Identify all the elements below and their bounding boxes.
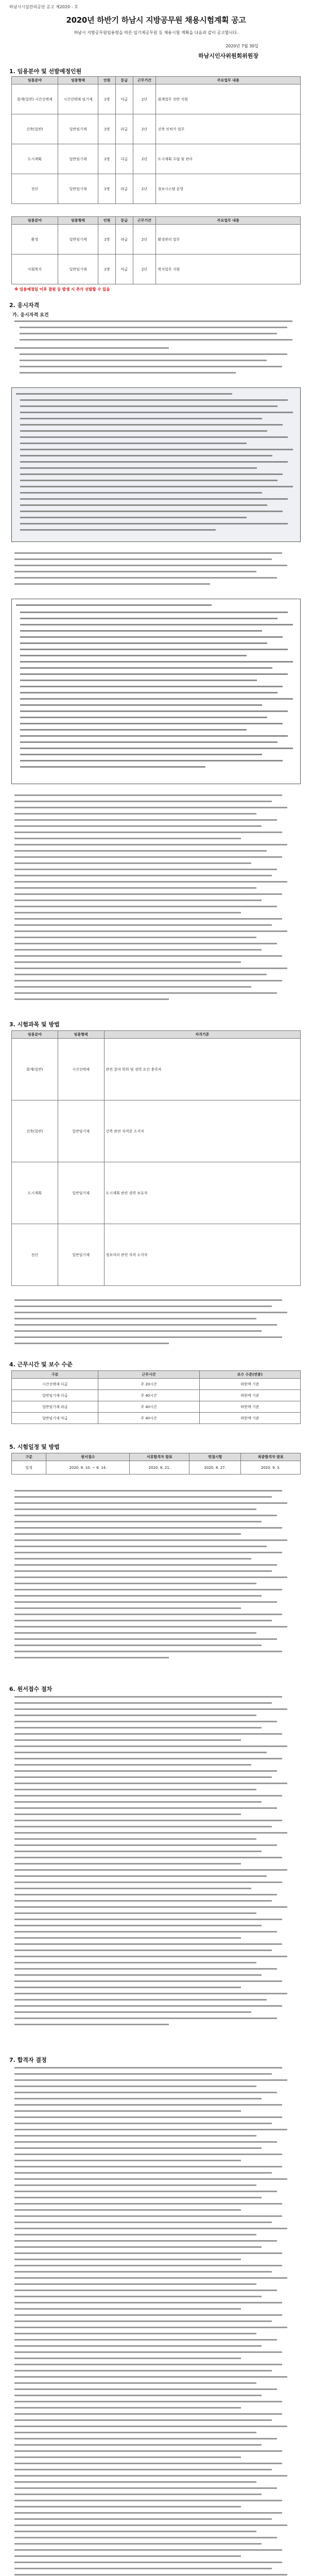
table-cell: 일반임기제 (58, 144, 98, 174)
table-cell: 2년 (133, 114, 156, 144)
table-header: 면접시험 (189, 1453, 241, 1461)
text-lines-graphic (16, 391, 296, 538)
table-cell: 시간선택제 (58, 1039, 104, 1100)
table-header: 임용형태 (58, 217, 98, 225)
text-lines-graphic (14, 793, 298, 1010)
table-cell: 라급 (115, 174, 133, 204)
table-cell: 전산 (12, 174, 58, 204)
table-row (12, 84, 301, 114)
table-cell: 일반임기제 (58, 1224, 104, 1286)
qualification-table (11, 1030, 301, 1286)
table-cell: 일반임기제 (58, 1162, 104, 1224)
table-cell: 일반임기제 마급 (12, 1413, 98, 1424)
table-cell: 주 40시간 (98, 1413, 199, 1424)
table-row (12, 1390, 301, 1401)
table-row (12, 1461, 301, 1475)
table-header: 자격기준 (104, 1031, 301, 1039)
table-row (12, 255, 301, 284)
table-cell: 하한액 기준 (199, 1390, 300, 1401)
table-cell: 마급 (115, 255, 133, 284)
table-row (12, 174, 301, 204)
table-cell: 환경관리 업무 (156, 225, 301, 255)
table-cell: 복지업무 지원 (156, 255, 301, 284)
application-procedure (14, 1695, 298, 2045)
text-lines-graphic (14, 1695, 298, 2045)
table-header: 등급 (115, 217, 133, 225)
table-cell: 일반임기제 (58, 225, 98, 255)
table-header: 구분 (12, 1453, 46, 1461)
table-row (12, 225, 301, 255)
table-row (12, 1401, 301, 1413)
table-header: 원서접수 (46, 1453, 130, 1461)
subsection-heading: 가. 응시자격 요건 (12, 313, 49, 318)
table-header: 임용분야 (12, 77, 58, 84)
text-lines-graphic (14, 551, 298, 592)
table-cell: 1명 (98, 255, 116, 284)
table-header: 인원 (98, 217, 116, 225)
text-lines-graphic (16, 602, 296, 781)
table-header: 최종합격자 발표 (241, 1453, 301, 1461)
section-heading-6: 6. 원서접수 절차 (9, 1686, 53, 1692)
section-heading-1: 1. 임용분야 및 선발예정인원 (9, 68, 82, 75)
table-header: 임용분야 (12, 1031, 58, 1039)
schedule-table (11, 1453, 301, 1475)
table-cell: 건축 인허가 업무 (156, 114, 301, 144)
notice-text: ※ 임용예정일 이후 결원 등 발생 시 추가 선발할 수 있음 (14, 287, 110, 292)
table-cell: 건축 관련 자격증 소지자 (104, 1100, 301, 1162)
table-cell: 일반임기제 (58, 174, 98, 204)
salary-table (11, 1370, 301, 1424)
table-header: 주요업무 내용 (156, 217, 301, 225)
section-heading-2: 2. 응시자격 (9, 302, 40, 309)
table-cell: 1명 (98, 84, 116, 114)
table-cell: 일정 (12, 1461, 46, 1475)
table-cell: 회계(일반) (12, 1039, 58, 1100)
section-heading-3: 3. 시험과목 및 방법 (9, 1021, 60, 1028)
section-heading-4: 4. 근무시간 및 보수 수준 (9, 1361, 73, 1368)
table-cell: 하한액 기준 (199, 1413, 300, 1424)
positions-table-2 (11, 216, 301, 284)
body-paragraphs (14, 793, 298, 1010)
section-heading-7: 7. 합격자 결정 (9, 2057, 47, 2063)
table-cell: 환경 (12, 225, 58, 255)
page-title: 2020년 하반기 하남시 지방공무원 채용시험계획 공고 (66, 15, 246, 25)
text-lines-graphic (14, 1489, 298, 1674)
table-cell: 다급 (115, 144, 133, 174)
table-cell: 1명 (98, 174, 116, 204)
table-header: 임용분야 (12, 217, 58, 225)
announcement-date: 2020년 7월 30일 (226, 44, 258, 48)
table-cell: 라급 (115, 114, 133, 144)
table-cell: 2년 (133, 225, 156, 255)
section-heading-5: 5. 시험일정 및 방법 (9, 1444, 60, 1450)
selection-criteria (14, 2066, 298, 2576)
table-cell: 관련 분야 학위 및 경력 요건 충족자 (104, 1039, 301, 1100)
table-cell: 일반임기제 (58, 1100, 104, 1162)
table-cell: 정보시스템 운영 (156, 174, 301, 204)
table-cell: 주 20시간 (98, 1379, 199, 1390)
table-header: 보수 수준(연봉) (199, 1371, 300, 1379)
positions-table (11, 76, 301, 204)
disqualification-box (11, 599, 301, 784)
table-cell: 회계(일반) 시간선택제 (12, 84, 58, 114)
table-cell: 주 40시간 (98, 1390, 199, 1401)
table-cell: 2년 (133, 144, 156, 174)
table-cell: 1명 (98, 225, 116, 255)
qualification-paragraph (14, 319, 298, 381)
table-header: 구분 (12, 1371, 98, 1379)
table-row (12, 1224, 301, 1286)
table-header: 근무기간 (133, 77, 156, 84)
table-cell: 2020. 8. 27. (189, 1461, 241, 1475)
table-cell: 주 40시간 (98, 1401, 199, 1413)
table-cell: 1명 (98, 144, 116, 174)
table-row (12, 114, 301, 144)
table-cell: 일반임기제 (58, 255, 98, 284)
table-cell: 전산 (12, 1224, 58, 1286)
intro-text: 하남시 지방공무원임용령을 따른 임기제공무원 등 채용시험 계획을 다음과 같이 공고합니다. (74, 30, 238, 35)
table-row (12, 144, 301, 174)
table-header: 임용형태 (58, 77, 98, 84)
table-cell: 다급 (115, 84, 133, 114)
table-cell: 하한액 기준 (199, 1401, 300, 1413)
table-cell: 2020. 8. 21. (130, 1461, 189, 1475)
table-cell: 라급 (115, 225, 133, 255)
table-cell: 일반임기제 라급 (12, 1401, 98, 1413)
table-header: 등급 (115, 77, 133, 84)
table-cell: 사회복지 (12, 255, 58, 284)
table-row (12, 1039, 301, 1100)
table-row (12, 1100, 301, 1162)
table-cell: 2년 (133, 174, 156, 204)
table-cell: 정보처리 관련 자격 소지자 (104, 1224, 301, 1286)
schedule-notes (14, 1489, 298, 1674)
table-header: 근무시간 (98, 1371, 199, 1379)
exam-method-paragraph (14, 1298, 298, 1350)
text-lines-graphic (14, 2066, 298, 2576)
requirements-paragraph (14, 551, 298, 592)
issuer-name: 하남시인사위원회위원장 (198, 53, 258, 59)
table-cell: 도시계획 수립 및 관리 (156, 144, 301, 174)
table-cell: 도시계획 (12, 144, 58, 174)
table-header: 임용형태 (58, 1031, 104, 1039)
text-lines-graphic (14, 319, 298, 381)
table-header: 인원 (98, 77, 116, 84)
table-header: 근무기간 (133, 217, 156, 225)
table-cell: 2020. 9. 3. (241, 1461, 301, 1475)
table-cell: 시간선택제 다급 (12, 1379, 98, 1390)
table-row (12, 1413, 301, 1424)
table-row (12, 1379, 301, 1390)
table-cell: 2년 (133, 84, 156, 114)
table-header: 주요업무 내용 (156, 77, 301, 84)
table-cell: 회계업무 전반 지원 (156, 84, 301, 114)
table-cell: 일반임기제 다급 (12, 1390, 98, 1401)
table-cell: 2년 (133, 255, 156, 284)
table-cell: 건축(일반) (12, 114, 58, 144)
table-cell: 2020. 8. 10. ~ 8. 14. (46, 1461, 130, 1475)
table-cell: 일반임기제 (58, 114, 98, 144)
table-row (12, 1162, 301, 1224)
table-header: 서류합격자 발표 (130, 1453, 189, 1461)
table-cell: 하한액 기준 (199, 1379, 300, 1390)
document-reference: 하남시시설관리공단 공고 제2020 - 호 (9, 5, 78, 9)
table-cell: 1명 (98, 114, 116, 144)
table-cell: 도시계획 관련 경력 보유자 (104, 1162, 301, 1224)
qualification-detail-box (11, 387, 301, 542)
table-cell: 도시계획 (12, 1162, 58, 1224)
text-lines-graphic (14, 1298, 298, 1350)
table-cell: 건축(일반) (12, 1100, 58, 1162)
table-cell: 시간선택제 임기제 (58, 84, 98, 114)
